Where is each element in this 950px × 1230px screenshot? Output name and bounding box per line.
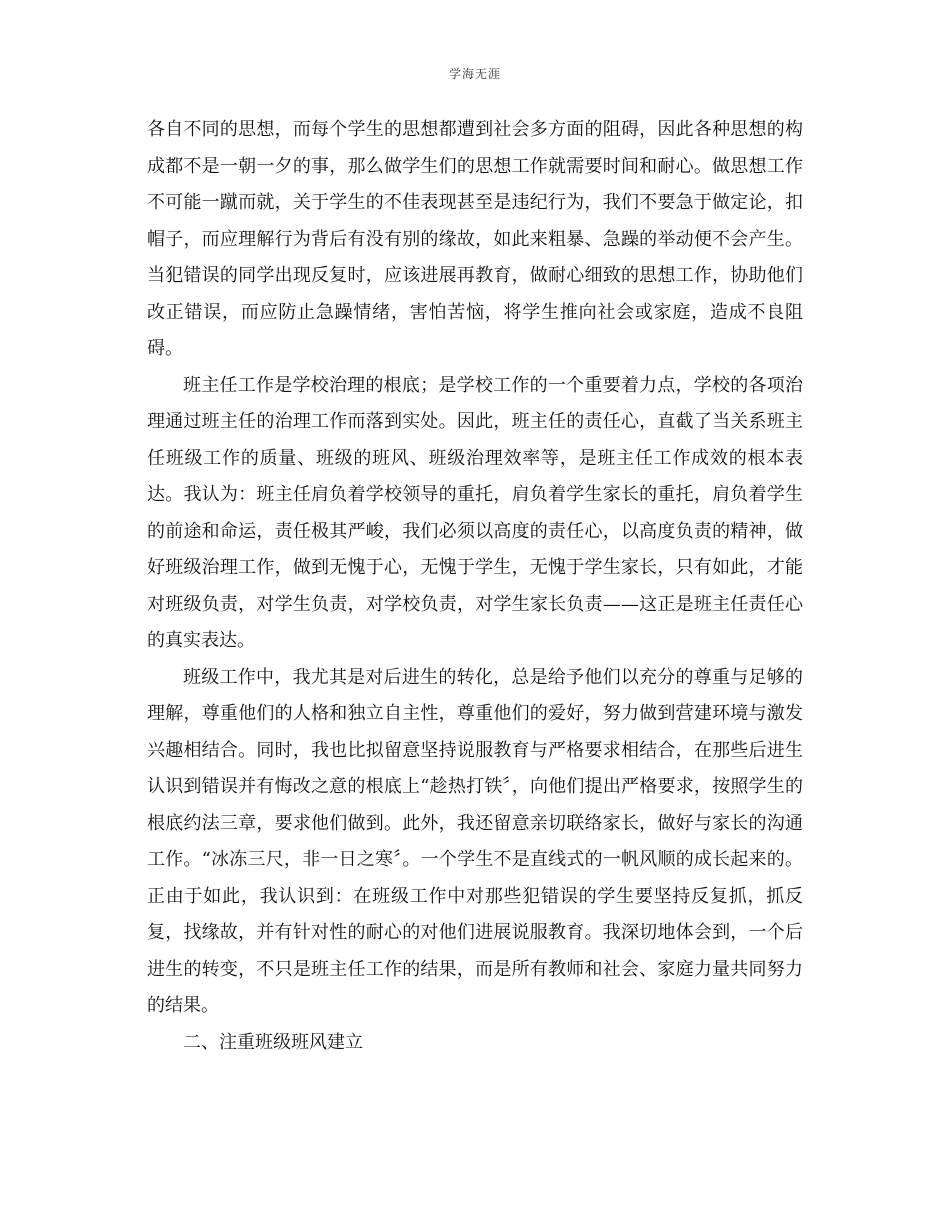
page-header: 学海无涯	[448, 67, 501, 81]
body-text	[147, 112, 803, 1061]
paragraph-3: 班级工作中，我尤其是对后进生的转化，总是给予他们以充分的尊重与足够的理解，尊重他们的人格和独立自主性，尊重他们的爱好，努力做到营建环境与激发兴趣相结合。同时，我也比拟留意坚持说服教育与严格要求相结合，在那些后进生认识到错误并有悔改之意的根底上“趁热打铁〞，向他们提出严格要求，按照学生的根底约法三章，要求他们做到。此外，我还留意亲切联络家长，做好与家长的沟通工作。“冰冻三尺，非一日之寒〞。一个学生不是直线式的一帆风顺的成长起来的。正由于如此，我认识到：在班级工作中对那些犯错误的学生要坚持反复抓，抓反复，找缘故，并有针对性的耐心的对他们进展说服教育。我深切地体会到，一个后进生的转变，不只是班主任工作的结果，而是所有教师和社会、家庭力量共同努力的结果。	[147, 666, 803, 1016]
section-heading: 二、注重班级班风建立	[183, 1031, 363, 1053]
paragraph-1: 各自不同的思想，而每个学生的思想都遭到社会多方面的阻碍，因此各种思想的构成都不是一朝一夕的事，那么做学生们的思想工作就需要时间和耐心。做思想工作不可能一蹴而就，关于学生的不佳表现甚至是违纪行为，我们不要急于做定论，扣帽子，而应理解行为背后有没有别的缘故，如此来粗暴、急躁的举动便不会产生。当犯错误的同学出现反复时，应该进展再教育，做耐心细致的思想工作，协助他们改正错误，而应防止急躁情绪，害怕苦恼，将学生推向社会或家庭，造成不良阻碍。	[147, 119, 803, 359]
paragraph-2: 班主任工作是学校治理的根底；是学校工作的一个重要着力点，学校的各项治理通过班主任的治理工作而落到实处。因此，班主任的责任心，直截了当关系班主任班级工作的质量、班级的班风、班级治理效率等，是班主任工作成效的根本表达。我认为：班主任肩负着学校领导的重托，肩负着学生家长的重托，肩负着学生的前途和命运，责任极其严峻，我们必须以高度的责任心，以高度负责的精神，做好班级治理工作，做到无愧于心，无愧于学生，无愧于学生家长，只有如此，才能对班级负责，对学生负责，对学校负责，对学生家长负责——这正是班主任责任心的真实表达。	[147, 374, 803, 651]
